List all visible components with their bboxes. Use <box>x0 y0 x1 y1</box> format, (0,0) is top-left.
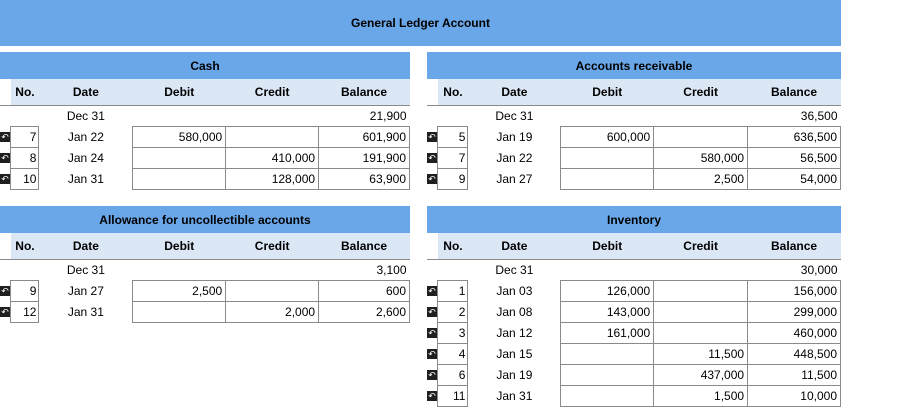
cell-date: Jan 27 <box>67 284 104 298</box>
marker-cell <box>427 344 438 365</box>
cell-date: Jan 15 <box>496 347 533 361</box>
ledger-row <box>427 169 841 190</box>
cell-no[interactable]: 7 <box>11 127 39 148</box>
cell-balance[interactable]: 460,000 <box>748 323 841 344</box>
cell-credit <box>654 106 748 127</box>
cell-balance[interactable]: 63,900 <box>319 169 410 190</box>
undo-arrow-icon[interactable]: ↶ <box>1 152 9 163</box>
cell-debit[interactable]: 143,000 <box>561 302 654 323</box>
cell-debit[interactable] <box>561 169 654 190</box>
marker-header <box>0 233 11 260</box>
cell-no <box>438 106 468 127</box>
cell-credit[interactable]: 2,500 <box>654 169 748 190</box>
marker-cell <box>0 302 11 323</box>
column-header-date: Date <box>39 233 133 260</box>
undo-arrow-icon[interactable]: ↶ <box>1 285 9 296</box>
marker-cell <box>427 365 438 386</box>
cell-date: Dec 31 <box>66 263 105 278</box>
cell-balance[interactable]: 156,000 <box>748 281 841 302</box>
ledger-row <box>427 302 841 323</box>
cell-balance[interactable]: 600 <box>319 281 410 302</box>
cell-credit[interactable]: 437,000 <box>654 365 748 386</box>
cell-date: Jan 08 <box>496 305 533 319</box>
marker-header <box>0 79 11 106</box>
ledger-title: Accounts receivable <box>427 52 841 79</box>
ledger-cash <box>0 52 410 190</box>
cell-debit[interactable] <box>561 365 654 386</box>
cell-date: Jan 31 <box>67 305 104 319</box>
column-header-balance: Balance <box>748 79 841 106</box>
cell-date: Jan 22 <box>496 151 533 165</box>
cell-credit[interactable] <box>226 281 319 302</box>
undo-arrow-icon[interactable]: ↶ <box>428 306 436 317</box>
cell-date: Dec 31 <box>66 109 105 124</box>
ledger-table <box>0 233 410 323</box>
column-header-row <box>427 233 841 260</box>
cell-debit[interactable]: 2,500 <box>133 281 226 302</box>
cell-no[interactable]: 10 <box>11 169 39 190</box>
cell-debit[interactable] <box>561 386 654 407</box>
cell-no[interactable]: 7 <box>438 148 468 169</box>
column-header-credit: Credit <box>654 79 748 106</box>
ledger-row <box>427 127 841 148</box>
column-header-no: No. <box>438 79 468 106</box>
cell-date: Jan 03 <box>496 284 533 298</box>
cell-date: Jan 24 <box>67 151 104 165</box>
cell-balance[interactable]: 10,000 <box>748 386 841 407</box>
cell-balance[interactable]: 636,500 <box>748 127 841 148</box>
cell-credit <box>654 260 748 281</box>
ledger-row <box>0 260 410 281</box>
cell-debit[interactable] <box>133 302 226 323</box>
ledger-row <box>427 323 841 344</box>
cell-no[interactable]: 5 <box>438 127 468 148</box>
ledger-table <box>427 233 841 407</box>
marker-cell <box>0 260 11 281</box>
cell-debit <box>133 106 226 127</box>
ledger-inventory <box>427 206 841 407</box>
marker-cell <box>427 169 438 190</box>
cell-date: Dec 31 <box>495 263 534 278</box>
undo-arrow-icon[interactable]: ↶ <box>428 285 436 296</box>
cell-no <box>438 260 468 281</box>
cell-no[interactable]: 4 <box>438 344 468 365</box>
cell-credit[interactable]: 2,000 <box>226 302 319 323</box>
ledger-row <box>0 106 410 127</box>
column-header-debit: Debit <box>133 79 226 106</box>
cell-date: Jan 22 <box>67 130 104 144</box>
ledger-row <box>427 386 841 407</box>
cell-credit[interactable]: 580,000 <box>654 148 748 169</box>
cell-no <box>11 106 39 127</box>
marker-cell <box>427 386 438 407</box>
cell-credit[interactable]: 1,500 <box>654 386 748 407</box>
marker-cell <box>0 148 11 169</box>
cell-balance: 30,000 <box>800 263 838 277</box>
ledger-row <box>427 281 841 302</box>
marker-header <box>427 79 438 106</box>
column-header-no: No. <box>438 233 468 260</box>
column-header-debit: Debit <box>561 79 654 106</box>
column-header-credit: Credit <box>226 79 319 106</box>
cell-no[interactable]: 6 <box>438 365 468 386</box>
marker-cell <box>0 106 11 127</box>
ledger-row <box>0 169 410 190</box>
cell-balance[interactable]: 601,900 <box>319 127 410 148</box>
column-header-date: Date <box>39 79 133 106</box>
column-header-no: No. <box>11 79 39 106</box>
cell-no[interactable]: 3 <box>438 323 468 344</box>
marker-header <box>427 233 438 260</box>
cell-balance: 3,100 <box>376 263 407 277</box>
ledger-row <box>0 281 410 302</box>
marker-cell <box>0 127 11 148</box>
cell-date: Jan 19 <box>496 368 533 382</box>
cell-balance: 36,500 <box>800 109 838 123</box>
ledger-title: Allowance for uncollectible accounts <box>0 206 410 233</box>
ledger-row <box>427 148 841 169</box>
ledger-title: Inventory <box>427 206 841 233</box>
cell-date: Jan 31 <box>496 389 533 403</box>
cell-credit[interactable]: 128,000 <box>226 169 319 190</box>
cell-credit <box>226 260 319 281</box>
cell-balance[interactable]: 191,900 <box>319 148 410 169</box>
cell-date: Jan 19 <box>496 130 533 144</box>
marker-cell <box>0 281 11 302</box>
cell-balance[interactable]: 56,500 <box>748 148 841 169</box>
undo-arrow-icon[interactable]: ↶ <box>1 306 9 317</box>
column-header-debit: Debit <box>133 233 226 260</box>
ledger-table <box>427 79 841 190</box>
cell-credit <box>226 106 319 127</box>
undo-arrow-icon[interactable]: ↶ <box>428 390 436 401</box>
cell-debit <box>133 260 226 281</box>
cell-date: Jan 12 <box>496 326 533 340</box>
cell-balance[interactable]: 54,000 <box>748 169 841 190</box>
cell-credit[interactable]: 11,500 <box>654 344 748 365</box>
undo-arrow-icon[interactable]: ↶ <box>1 131 9 142</box>
cell-debit <box>561 106 654 127</box>
ledger-row <box>427 344 841 365</box>
page-title: General Ledger Account <box>0 0 841 46</box>
ledger-table <box>0 79 410 190</box>
cell-balance[interactable]: 448,500 <box>748 344 841 365</box>
marker-cell <box>427 323 438 344</box>
ledger-row <box>427 260 841 281</box>
ledger-row <box>0 302 410 323</box>
cell-no[interactable]: 2 <box>438 302 468 323</box>
cell-debit[interactable] <box>561 148 654 169</box>
ledger-row <box>0 127 410 148</box>
ledger-row <box>427 365 841 386</box>
cell-debit[interactable] <box>133 169 226 190</box>
column-header-row <box>0 233 410 260</box>
cell-debit <box>561 260 654 281</box>
marker-cell <box>0 169 11 190</box>
cell-credit[interactable] <box>654 127 748 148</box>
cell-date: Jan 31 <box>67 172 104 186</box>
cell-no[interactable]: 8 <box>11 148 39 169</box>
cell-credit[interactable] <box>654 281 748 302</box>
cell-debit[interactable] <box>561 344 654 365</box>
cell-debit[interactable]: 126,000 <box>561 281 654 302</box>
cell-debit[interactable]: 600,000 <box>561 127 654 148</box>
undo-arrow-icon[interactable]: ↶ <box>428 173 436 184</box>
marker-cell <box>427 127 438 148</box>
ledger-row <box>0 148 410 169</box>
cell-balance[interactable]: 11,500 <box>748 365 841 386</box>
marker-cell <box>427 260 438 281</box>
column-header-date: Date <box>468 79 561 106</box>
cell-debit[interactable] <box>133 148 226 169</box>
cell-balance: 21,900 <box>369 109 407 123</box>
cell-credit[interactable] <box>226 127 319 148</box>
column-header-no: No. <box>11 233 39 260</box>
cell-credit[interactable] <box>654 323 748 344</box>
column-header-row <box>427 79 841 106</box>
undo-arrow-icon[interactable]: ↶ <box>428 369 436 380</box>
undo-arrow-icon[interactable]: ↶ <box>1 173 9 184</box>
cell-no[interactable]: 9 <box>11 281 39 302</box>
ledger-accounts-receivable <box>427 52 841 190</box>
cell-credit[interactable] <box>654 302 748 323</box>
undo-arrow-icon[interactable]: ↶ <box>428 131 436 142</box>
column-header-row <box>0 79 410 106</box>
cell-debit[interactable]: 161,000 <box>561 323 654 344</box>
column-header-balance: Balance <box>319 233 410 260</box>
column-header-credit: Credit <box>226 233 319 260</box>
column-header-date: Date <box>468 233 561 260</box>
cell-balance[interactable]: 2,600 <box>319 302 410 323</box>
cell-no[interactable]: 11 <box>438 386 468 407</box>
column-header-credit: Credit <box>654 233 748 260</box>
ledger-title: Cash <box>0 52 410 79</box>
marker-cell <box>427 302 438 323</box>
cell-date: Jan 27 <box>496 172 533 186</box>
cell-balance[interactable]: 299,000 <box>748 302 841 323</box>
cell-debit[interactable]: 580,000 <box>133 127 226 148</box>
marker-cell <box>427 106 438 127</box>
marker-cell <box>427 148 438 169</box>
cell-no[interactable]: 1 <box>438 281 468 302</box>
column-header-balance: Balance <box>748 233 841 260</box>
marker-cell <box>427 281 438 302</box>
cell-credit[interactable]: 410,000 <box>226 148 319 169</box>
column-header-balance: Balance <box>319 79 410 106</box>
undo-arrow-icon[interactable]: ↶ <box>428 348 436 359</box>
cell-no[interactable]: 12 <box>11 302 39 323</box>
cell-date: Dec 31 <box>495 109 534 124</box>
ledger-allowance-uncollectible <box>0 206 410 323</box>
cell-no <box>11 260 39 281</box>
undo-arrow-icon[interactable]: ↶ <box>428 152 436 163</box>
cell-no[interactable]: 9 <box>438 169 468 190</box>
column-header-debit: Debit <box>561 233 654 260</box>
undo-arrow-icon[interactable]: ↶ <box>428 327 436 338</box>
ledger-row <box>427 106 841 127</box>
